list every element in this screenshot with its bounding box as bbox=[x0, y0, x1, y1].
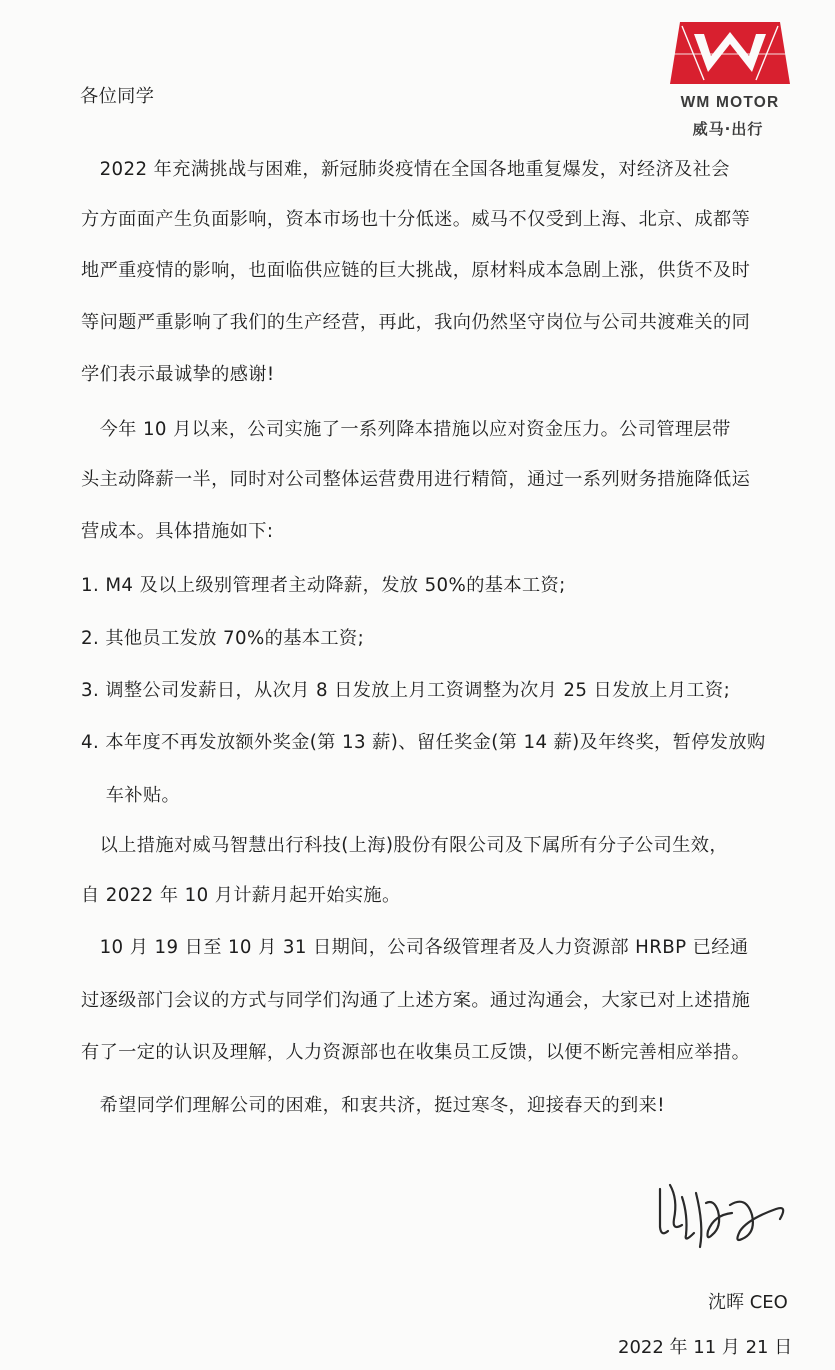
list-item: 2. 其他员工发放 70%的基本工资; bbox=[81, 628, 365, 649]
greeting: 各位同学 bbox=[80, 86, 155, 107]
logo-brand-text: WM MOTOR bbox=[680, 94, 780, 111]
letter-line: 2022 年充满挑战与困难，新冠肺炎疫情在全国各地重复爆发，对经济及社会 bbox=[81, 159, 730, 180]
letter-line: 希望同学们理解公司的困难，和衷共济，挺过寒冬，迎接春天的到来! bbox=[81, 1095, 665, 1116]
letter-line: 头主动降薪一半，同时对公司整体运营费用进行精简，通过一系列财务措施降低运 bbox=[81, 469, 751, 490]
list-item: 4. 本年度不再发放额外奖金(第 13 薪)、留任奖金(第 14 薪)及年终奖，暂停发放购 bbox=[81, 732, 766, 753]
letter-line: 地严重疫情的影响，也面临供应链的巨大挑战，原材料成本急剧上涨，供货不及时 bbox=[81, 260, 751, 281]
letter-line: 自 2022 年 10 月计薪月起开始实施。 bbox=[81, 885, 401, 906]
letter-line: 等问题严重影响了我们的生产经营，再此，我向仍然坚守岗位与公司共渡难关的同 bbox=[81, 312, 751, 333]
list-item: 3. 调整公司发薪日，从次月 8 日发放上月工资调整为次月 25 日发放上月工资; bbox=[81, 680, 731, 701]
letter-line: 有了一定的认识及理解，人力资源部也在收集员工反馈，以便不断完善相应举措。 bbox=[81, 1042, 751, 1063]
handwritten-signature bbox=[648, 1175, 798, 1255]
letter-date: 2022 年 11 月 21 日 bbox=[618, 1337, 793, 1358]
logo-brand-cn-text: 威马·出行 bbox=[692, 120, 764, 138]
list-item-continued: 车补贴。 bbox=[81, 785, 181, 806]
letter-line: 10 月 19 日至 10 月 31 日期间，公司各级管理者及人力资源部 HRBP 已经通 bbox=[81, 937, 749, 958]
letter-line: 以上措施对威马智慧出行科技(上海)股份有限公司及下属所有分子公司生效， bbox=[81, 835, 728, 856]
letter-line: 学们表示最诚挚的感谢! bbox=[81, 364, 275, 385]
letter-line: 今年 10 月以来，公司实施了一系列降本措施以应对资金压力。公司管理层带 bbox=[81, 419, 731, 440]
letter-line: 过逐级部门会议的方式与同学们沟通了上述方案。通过沟通会，大家已对上述措施 bbox=[81, 990, 751, 1011]
list-item: 1. M4 及以上级别管理者主动降薪，发放 50%的基本工资; bbox=[81, 575, 566, 596]
letter-line: 营成本。具体措施如下: bbox=[81, 521, 274, 542]
letter-line: 方方面面产生负面影响，资本市场也十分低迷。威马不仅受到上海、北京、成都等 bbox=[81, 209, 751, 230]
signer-name: 沈晖 CEO bbox=[708, 1292, 788, 1313]
wm-logo-icon bbox=[660, 14, 800, 94]
